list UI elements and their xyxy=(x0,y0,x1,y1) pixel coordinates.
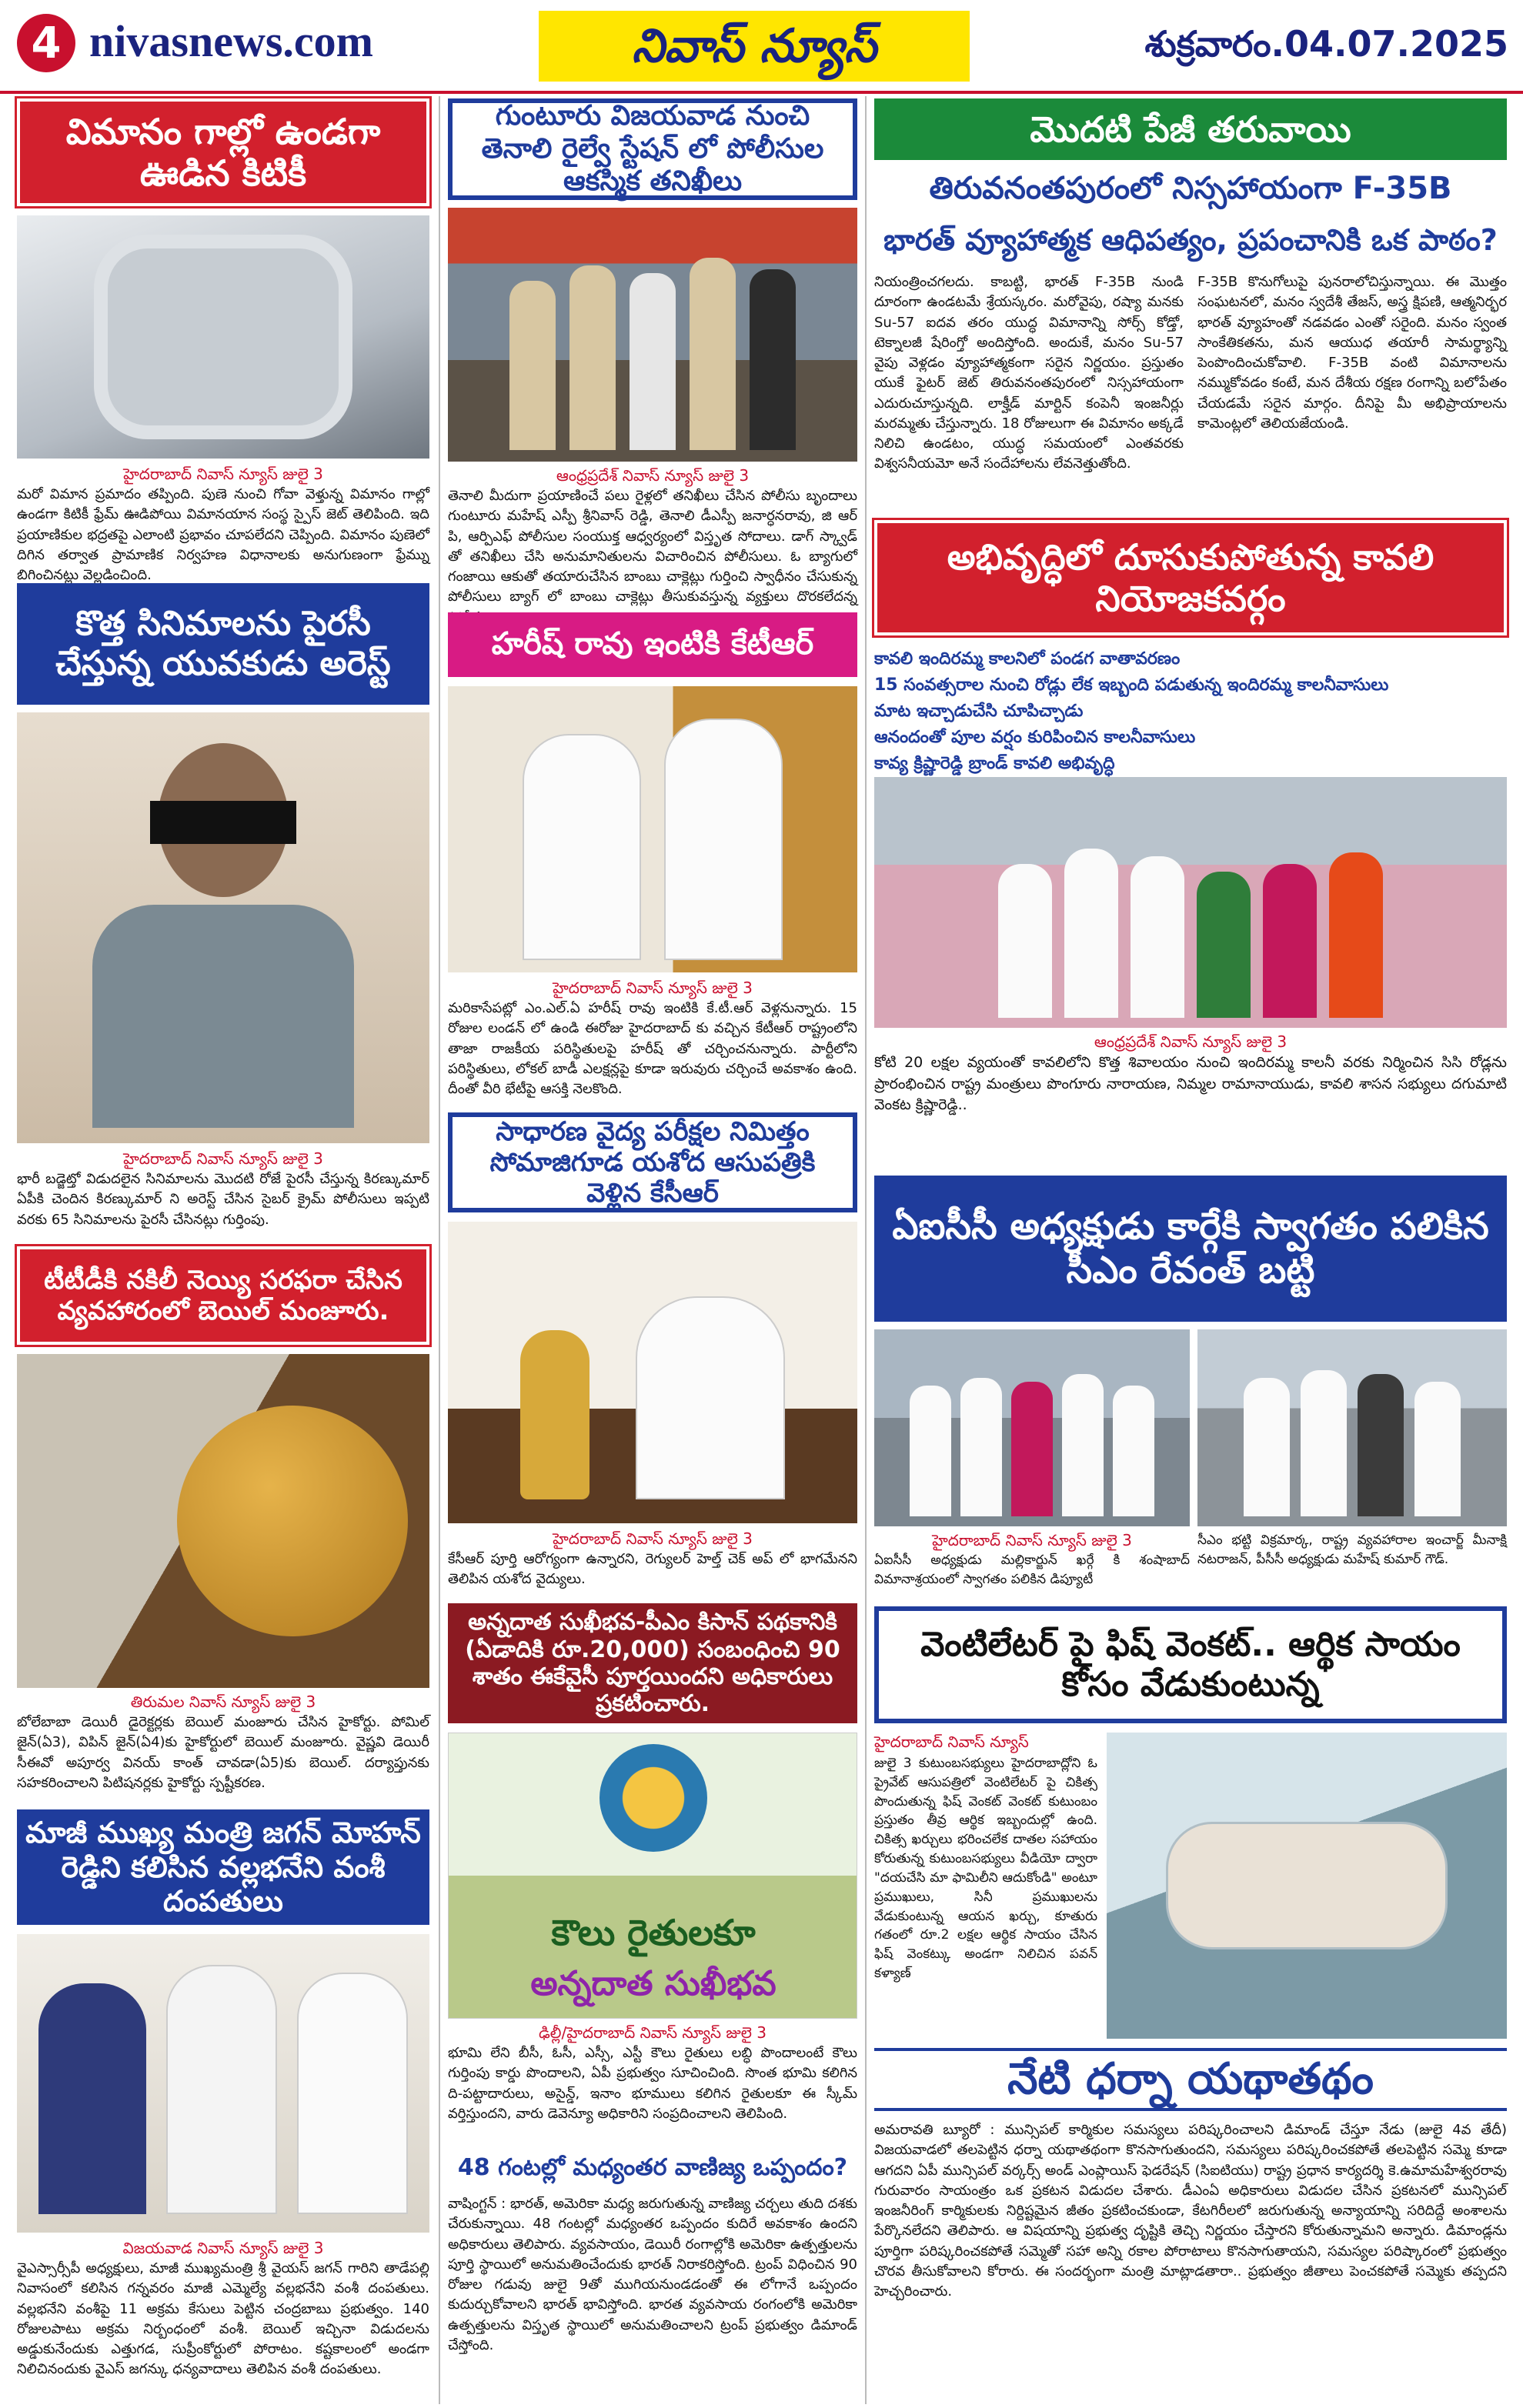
story-body: అమరావతి బ్యూరో : మున్సిపల్ కార్మికుల సమస్యలు పరిష్కరించాలని డిమాండ్ చేస్తూ నేడు (జులై 4వ తేదీ) విజయవాడలో తలపెట్టిన ధర్నా యథాతథంగా కొనసాగుతుందని, సమస్యలు పరిష్కరించకపోతే తలపెట్టిన సమ్మె కూడా ఆగదని ఏపీ మున్సిపల్ వర్కర్స్ అండ్ ఎంప్లాయిస్ ఫెడరేషన్ (సిఐటియు) రాష్ట్ర ప్రధాన కార్యదర్శి కె.ఉమామహేశ్వరరావు గురువారం సాయంత్రం ఒక ప్రకటన విడుదల చేశారు. డీఎంఏ అధికారులు విడుదల చేసిన ప్రకటనలో మున్సిపల్ ఇంజనీరింగ్ కార్మికులకు నిర్దిష్టమైన జీతం ప్రకటించకుండా, కేటగిరీలలో జరుగుతున్న అన్యాయాన్ని సరిదిద్దే అంశాలను పేర్కొనలేదని తెలిపారు. ఆ విషయాన్ని ప్రభుత్వ దృష్టికి తెచ్చి నిర్ణయం చేస్తారని కోరుతున్నామని అన్నారు. డిమాండ్లను పూర్తిగా పరిష్కరించకపోతే సమ్మెతో సహా అన్ని రకాల పోరాటాలు కొనసాగుతాయని, సమస్యల పరిష్కారంలో ప్రభుత్వం చొరవ తీసుకోవాలని కోరారు. ఈ సందర్భంగా మంత్రి మాట్లాడతారా.. ప్రభుత్వం జీతాలు పెంచకపోతే సమ్మెకు తప్పదని హెచ్చరించారు. xyxy=(874,2122,1507,2300)
welcome-group-icon xyxy=(910,1339,1154,1516)
headline-kcr-hospital: సాధారణ వైద్య పరీక్షల నిమిత్తం సోమాజిగూడ యశోద ఆసుపత్రికి వెళ్లిన కేసీఆర్ xyxy=(448,1112,857,1212)
headline-railway-checks: గుంటూరు విజయవాడ నుంచి తెనాలి రైల్వే స్టేషన్ లో పోలీసుల ఆకస్మిక తనిఖీలు xyxy=(448,98,857,200)
list-item: 15 సంవత్సరాల నుంచి రోడ్లు లేక ఇబ్బంది పడుతున్న ఇందిరమ్మ కాలనీవాసులు xyxy=(874,675,1389,695)
police-group-icon xyxy=(509,219,796,450)
kavali-points-list xyxy=(874,646,1507,777)
list-item: మాట ఇచ్చాడుచేసి చూపిచ్చాడు xyxy=(874,702,1084,722)
dateline: హైదరాబాద్ నివాస్ న్యూస్ జులై 3 xyxy=(553,979,753,997)
crowd-icon xyxy=(998,787,1383,1018)
photo-kcr-at-desk xyxy=(448,1222,857,1523)
poster-line-2: అన్నదాత సుఖీభవ xyxy=(530,1964,777,2003)
headline-trade-deal: 48 గంటల్లో మధ్యంతర వాణిజ్య ఒప్పందం? xyxy=(457,2154,848,2181)
headline-vamsi-meets-jagan: మాజీ ముఖ్య మంత్రి జగన్ మోహన్ రెడ్డిని కలిసిన వల్లభనేని వంశీ దంపతులు xyxy=(17,1809,429,1925)
headline-ktr-harish: హరీష్ రావు ఇంటికి కేటీఆర్ xyxy=(448,612,857,677)
headline-window-fell: విమానం గాల్లో ఉండగా ఊడిన కిటికీ xyxy=(17,98,429,206)
story-body: భూమి లేని బీసీ, ఓసీ, ఎస్సీ, ఎస్టీ కౌలు రైతులు లబ్ధి పొందాలంటే కౌలు గుర్తింపు కార్డు పొందాలని, ఏపీ ప్రభుత్వం సూచించింది. సొంత భూమి కలిగిన ది-పట్టాదారులు, అసైన్డ్, ఇనాం భూములు కలిగిన రైతులకూ ఈ స్కీమ్ వర్తిస్తుందని, వారు డెవెన్యూ అధికారిని సంప్రదించాలని తెలిపింది. xyxy=(448,2045,857,2122)
story-body: జులై 3 కుటుంబసభ్యులు హైదరాబాద్లోని ఓ ప్రైవేట్ ఆసుపత్రిలో వెంటిలేటర్ పై చికిత్స పొందుతున్న ఫిష్ వెంకట్ వెంకట్ కుటుంబం ప్రస్తుతం తీవ్ర ఆర్థిక ఇబ్బందుల్లో ఉంది. చికిత్స ఖర్చులు భరించలేక దాతల సహాయం కోరుతున్న కుటుంబసభ్యులు వీడియో ద్వారా "దయచేసి మా ఫామిలీని ఆదుకోండి" అంటూ ప్రముఖులు, సినీ ప్రముఖులను వేడుకుంటున్న ఆయన ఖర్చు, కూతురు గతంలో రూ.2 లక్షల ఆర్థిక సాయం చేసిన ఫిష్ వెంకట్కు అండగా నిలిచిన పవన్ కళ్యాణ్ xyxy=(874,1756,1097,1981)
person-silhouette-icon xyxy=(85,728,362,1128)
story-body: భారీ బడ్జెట్తో విడుదలైన సినిమాలను మొదటి రోజే పైరసీ చేస్తున్న కిరణ్కుమార్ ఏపీకి చెందిన కిరణ్కుమార్ ని అరెస్ట్ చేసిన సైబర్ క్రైమ్ పోలీసులు ఇప్పటి వరకు 65 సినిమాలను పైరసీ చేసినట్లు గుర్తింపు. xyxy=(17,1171,429,1228)
dateline: విజయవాడ నివాస్ న్యూస్ జులై 3 xyxy=(122,2239,324,2257)
headline-ttd-ghee-bail: టీటీడీకి నకిలీ నెయ్యి సరఫరా చేసిన వ్యవహారంలో బెయిల్ మంజూరు. xyxy=(17,1246,429,1345)
headline-kharge-welcome: ఏఐసీసీ అధ్యక్షుడు కార్గేకి స్వాగతం పలికిన సీఎం రేవంత్ బట్టి xyxy=(874,1176,1507,1322)
story-body-right: F-35B కొనుగోలుపై పునరాలోచిస్తున్నాయి. ఈ మొత్తం సంఘటనలో, మనం స్వదేశీ తేజస్, అస్త్ర క్షిపణి, ఆత్మనిర్భర భారత్ వ్యూహంతో నడవడం ఎంతో సరైంది. మనం స్వంత సాంకేతికతను, మన ఆయుధ తయారీ సామర్థ్యాన్ని పెంపొందించుకోవాలి. F-35B వంటి విమానాలను నమ్ముకోవడం కంటే, మన దేశీయ రక్షణ రంగాన్ని బలోపేతం చేయడమే సరైన మార్గం. దీనిపై మీ అభిప్రాయాలను కామెంట్లలో తెలియజేయండి. xyxy=(1197,274,1507,432)
ap-emblem-icon xyxy=(600,1744,707,1852)
photo-annadata-poster xyxy=(448,1733,857,2019)
paper-name: నివాస్ న్యూస్ xyxy=(632,19,877,73)
laddu-icon xyxy=(177,1406,408,1636)
list-item: కావలి ఇందిరమ్మ కాలనిలో పండగ వాతావరణం xyxy=(874,649,1181,669)
two-people-icon xyxy=(523,699,783,960)
hospital-bed-icon xyxy=(1166,1822,1448,1949)
headline-kavali-development: అభివృద్ధిలో దూసుకుపోతున్న కావలి నియోజకవర్గం xyxy=(874,520,1507,635)
photo-fish-venkat-hospital xyxy=(1107,1733,1507,2039)
banner-front-page-continued: మొదటి పేజీ తరువాయి xyxy=(874,98,1507,160)
page-number-badge: 4 xyxy=(17,14,75,72)
dateline: ఆంధ్రప్రదేశ్ నివాస్ న్యూస్ జులై 3 xyxy=(556,466,750,485)
photo-high-court-laddu xyxy=(17,1354,429,1688)
photo-kharge-walking xyxy=(1197,1329,1507,1526)
headline-annadata-sukhibhava: అన్నదాత సుఖీభవ-పీఎం కిసాన్ పథకానికి (ఏడాదికి రూ.20,000) సంబంధించి 90 శాతం ఈకేవైసీ పూర్తయిందని అధికారులు ప్రకటించారు. xyxy=(448,1603,857,1723)
walking-group-icon xyxy=(1244,1339,1461,1516)
story-body: మరికాసేపట్లో ఎం.ఎల్.ఏ హరీష్ రావు ఇంటికి కే.టీ.ఆర్ వెళ్లనున్నారు. 15 రోజుల లండన్ లో ఉండి ఈరోజు హైదరాబాద్ కు వచ్చిన కేటీఆర్ రాష్ట్రంలోని తాజా రాజకీయ పరిస్థితులపై హరీష్ తో చర్చించనున్నారు. పార్టీలోని పరిస్థితులు, లోకల్ బాడీ ఎలక్షన్లపై కూడా ఇరువురు చర్చించే అవకాశం ఉంది. దీంతో వీరి భేటీపై ఆసక్తి నెలకొంది. xyxy=(448,1000,857,1098)
dateline: హైదరాబాద్ నివాస్ న్యూస్ జులై 3 xyxy=(123,1149,323,1168)
issue-date: శుక్రవారం.04.07.2025 xyxy=(1144,23,1508,65)
story-body: తెనాలి మీదుగా ప్రయాణించే పలు రైళ్లలో తనిఖీలు చేసిన పోలీసు బృందాలు గుంటూరు మహేష్ ఎస్పీ శ్రీనివాస్ రెడ్డి, తెనాలి డీఎస్పీ జనార్ధనరావు, జి ఆర్ పి, ఆర్పిఎఫ్ పోలీసుల సంయుక్త ఆధ్వర్యంలో విస్తృత సోదాలు. డాగ్ స్క్వాడ్ తో తనిఖీలు చేసి అనుమానితులను విచారించిన పోలీసులు. ఓ బ్యాగులో గంజాయి ఆకుతో తయారుచేసిన బాంబు చాక్లెట్లు గుర్తించి స్వాధీనం చేసుకున్న పోలీసులు బ్యాగ్ లో బాంబు చాక్లెట్లు తీసుకువస్తున్న వ్యక్తులు దొరకలేదన్న xyxy=(448,488,857,605)
dateline: ఆంధ్రప్రదేశ్ నివాస్ న్యూస్ జులై 3 xyxy=(1094,1032,1288,1051)
site-url[interactable]: nivasnews.com xyxy=(89,16,373,66)
story-body: మరో విమాన ప్రమాదం తప్పింది. పుణె నుంచి గోవా వెళ్తున్న విమానం గాల్లో ఉండగా కిటికీ ఫ్రేమ్ ఊడిపోయి విమానయాన సంస్థ స్పైస్ జెట్ తెలిపింది. ఇది ప్రయాణికుల భద్రతపై ఎలాంటి ప్రభావం చూపలేదని చెప్పింది. విమానం పుణెలో దిగిన తర్వాత ప్రామాణిక నిర్వహణ విధానాలకు అనుగుణంగా ఫ్రేమ్ను బిగించినట్లు వెల్లడించింది. xyxy=(17,486,429,584)
story-body: కోటి 20 లక్షల వ్యయంతో కావలిలోని కొత్త శివాలయం నుంచి ఇందిరమ్మ కాలనీ వరకు నిర్మించిన సిసి రోడ్లను ప్రారంభించిన రాష్ట్ర మంత్రులు పొంగూరు నారాయణ, నిమ్మల రామానాయుడు, కావలి శాసన సభ్యులు దగుమాటి వెంకట క్రిష్ణారెడ్డి.. xyxy=(874,1054,1507,1114)
three-people-icon xyxy=(38,1953,408,2214)
story-body-right: సీఎం భట్టి విక్రమార్క, రాష్ట్ర వ్యవహారాల ఇంచార్జ్ మీనాక్షి నటరాజన్, పీసీసీ అధ్యక్షుడు మహేష్ కుమార్ గౌడ్. xyxy=(1197,1533,1507,1567)
subhead-strategy: భారత్ వ్యూహాత్మక ఆధిపత్యం, ప్రపంచానికి ఒక పాఠం? xyxy=(883,223,1498,257)
headline-fish-venkat: వెంటిలేటర్ పై ఫిష్ వెంకట్.. ఆర్థిక సాయం కోసం వేడుకుంటున్న xyxy=(874,1606,1507,1723)
story-body: కేసీఆర్ పూర్తి ఆరోగ్యంగా ఉన్నారని, రెగ్యులర్ హెల్త్ చెక్ అప్ లో భాగమేనని తెలిపిన యశోద వైద్యులు. xyxy=(448,1551,857,1588)
story-body: వాషింగ్టన్ : భారత్, అమెరికా మధ్య జరుగుతున్న వాణిజ్య చర్చలు తుది దశకు చేరుకున్నాయి. 48 గంటల్లో మధ్యంతర ఒప్పందం కుదిరే అవకాశం ఉందని అధికారులు తెలిపారు. వ్యవసాయం, డెయిరీ రంగాల్లోకి అమెరికా ఉత్పత్తులను పూర్తి స్థాయిలో అనుమతించేందుకు భారత్ నిరాకరిస్తోంది. ట్రంప్ విధించిన 90 రోజుల గడువు జులై 9తో ముగియనుండడంతో ఈ లోగానే ఒప్పందం కుదుర్చుకోవాలని భారత్ భావిస్తోంది. భారత వ్యవసాయ రంగంలోకి అమెరికా ఉత్పత్తులను విస్తృత స్థాయిలో అనుమతించాలని ట్రంప్ ప్రభుత్వం డిమాండ్ చేస్తోంది. xyxy=(448,2196,857,2353)
photo-airplane-window xyxy=(17,215,429,459)
story-body: వైఎస్సార్సీపీ అధ్యక్షులు, మాజీ ముఖ్యమంత్రి శ్రీ వైయస్ జగన్ గారిని తాడేపల్లి నివాసంలో కలిసిన గన్నవరం మాజీ ఎమ్మెల్యే వల్లభనేని వంశీ దంపతులు. వల్లభనేని వంశీపై 11 అక్రమ కేసులు పెట్టిన చంద్రబాబు ప్రభుత్వం. 140 రోజులపాటు అక్రమ నిర్బంధంలో వంశీ. బెయిల్ ఇచ్చినా విడుదలను అడ్డుకునేందుకు ఎత్తుగడ, సుప్రీంకోర్టులో పోరాటం. కష్టకాలంలో అండగా నిలిచినందుకు వైఎస్ జగన్కు ధన్యవాదాలు తెలిపిన వంశీ దంపతులు. xyxy=(17,2260,429,2378)
photo-flower-shower-crowd xyxy=(874,777,1507,1028)
photo-vamsi-couple-jagan xyxy=(17,1934,429,2233)
photo-airport-welcome xyxy=(874,1329,1190,1526)
desk-scene-icon xyxy=(520,1246,785,1499)
subhead-f35b: తిరువనంతపురంలో నిస్సహాయంగా F-35B xyxy=(929,171,1452,206)
photo-ktr-harish-rao xyxy=(448,686,857,972)
dateline: ఢిల్లీ/హైదరాబాద్ నివాస్ న్యూస్ జులై 3 xyxy=(539,2023,767,2042)
story-body: బోలేబాబా డెయిరీ డైరెక్టర్లకు బెయిల్ మంజూరు చేసిన హైకోర్టు. పోమిల్ జైన్(ఏ3), విపిన్ జైన్(ఏ4)కు హైకోర్టులో బెయిల్ మంజూరు. వైష్ణవి డెయిరీ సీఈవో అపూర్వ వినయ్ కాంత్ చావడా(ఏ5)కు బెయిల్. దర్యాప్తునకు సహకరించాలని పిటిషనర్లకు హైకోర్టు స్పష్టీకరణ. xyxy=(17,1714,429,1791)
headline-dharna: నేటి ధర్నా యథాతథం xyxy=(874,2048,1507,2111)
story-body-left: నియంత్రించగలదు. కాబట్టి, భారత్ F-35B నుండి దూరంగా ఉండటమే శ్రేయస్కరం. మరోవైపు, రష్యా మనకు Su-57 ఐదవ తరం యుద్ధ విమానాన్ని సోర్స్ కోడ్తో, టెక్నాలజీ షేరింగ్తో అందిస్తోంది. అందుకే, మనం Su-57 వైపు వెళ్లడం వ్యూహాత్మకంగా సరైన నిర్ణయం. ప్రస్తుతం యుకే ఫైటర్ జెట్ తిరువనంతపురంలో నిస్సహాయంగా ఎదురుచూస్తున్నది. లాక్హీడ్ మార్టిన్ కంపెనీ ఇంజనీర్లు మరమ్మతు చేస్తున్నారు. 18 రోజులుగా ఈ విమానం అక్కడే నిలిచి ఉండటం, యుద్ధ సమయంలో ఎంతవరకు విశ్వసనీయమో అనే సందేహాలను లేవనెత్తుతోంది. xyxy=(874,274,1184,472)
window-frame-icon xyxy=(94,235,352,439)
headline-piracy-arrest: కొత్త సినిమాలను పైరసీ చేస్తున్న యువకుడు అరెస్ట్ xyxy=(17,583,429,705)
photo-arrested-youth xyxy=(17,712,429,1143)
list-item: కావ్య క్రిష్ణారెడ్డి బ్రాండ్ కావలి అభివృద్ధి xyxy=(874,754,1115,774)
poster-line-1: కౌలు రైతులకూ xyxy=(551,1912,756,1953)
list-item: ఆనందంతో పూల వర్షం కురిపించిన కాలనీవాసులు xyxy=(874,728,1196,748)
dateline: తిరుమల నివాస్ న్యూస్ జులై 3 xyxy=(130,1693,316,1711)
dateline: హైదరాబాద్ నివాస్ న్యూస్ జులై 3 xyxy=(123,465,323,483)
dateline: హైదరాబాద్ నివాస్ న్యూస్ xyxy=(874,1733,1029,1751)
dateline: హైదరాబాద్ నివాస్ న్యూస్ జులై 3 xyxy=(932,1531,1132,1549)
column-rule xyxy=(865,96,867,2404)
dateline: హైదరాబాద్ నివాస్ న్యూస్ జులై 3 xyxy=(553,1529,753,1548)
story-body-left: ఏఐసీసీ అధ్యక్షుడు మల్లికార్జున్ ఖర్గే కి శంషాబాద్ విమానాశ్రయంలో స్వాగతం పలికిన డిప్యూటీ xyxy=(874,1553,1190,1587)
column-rule xyxy=(439,96,440,2404)
photo-railway-police-check xyxy=(448,208,857,462)
